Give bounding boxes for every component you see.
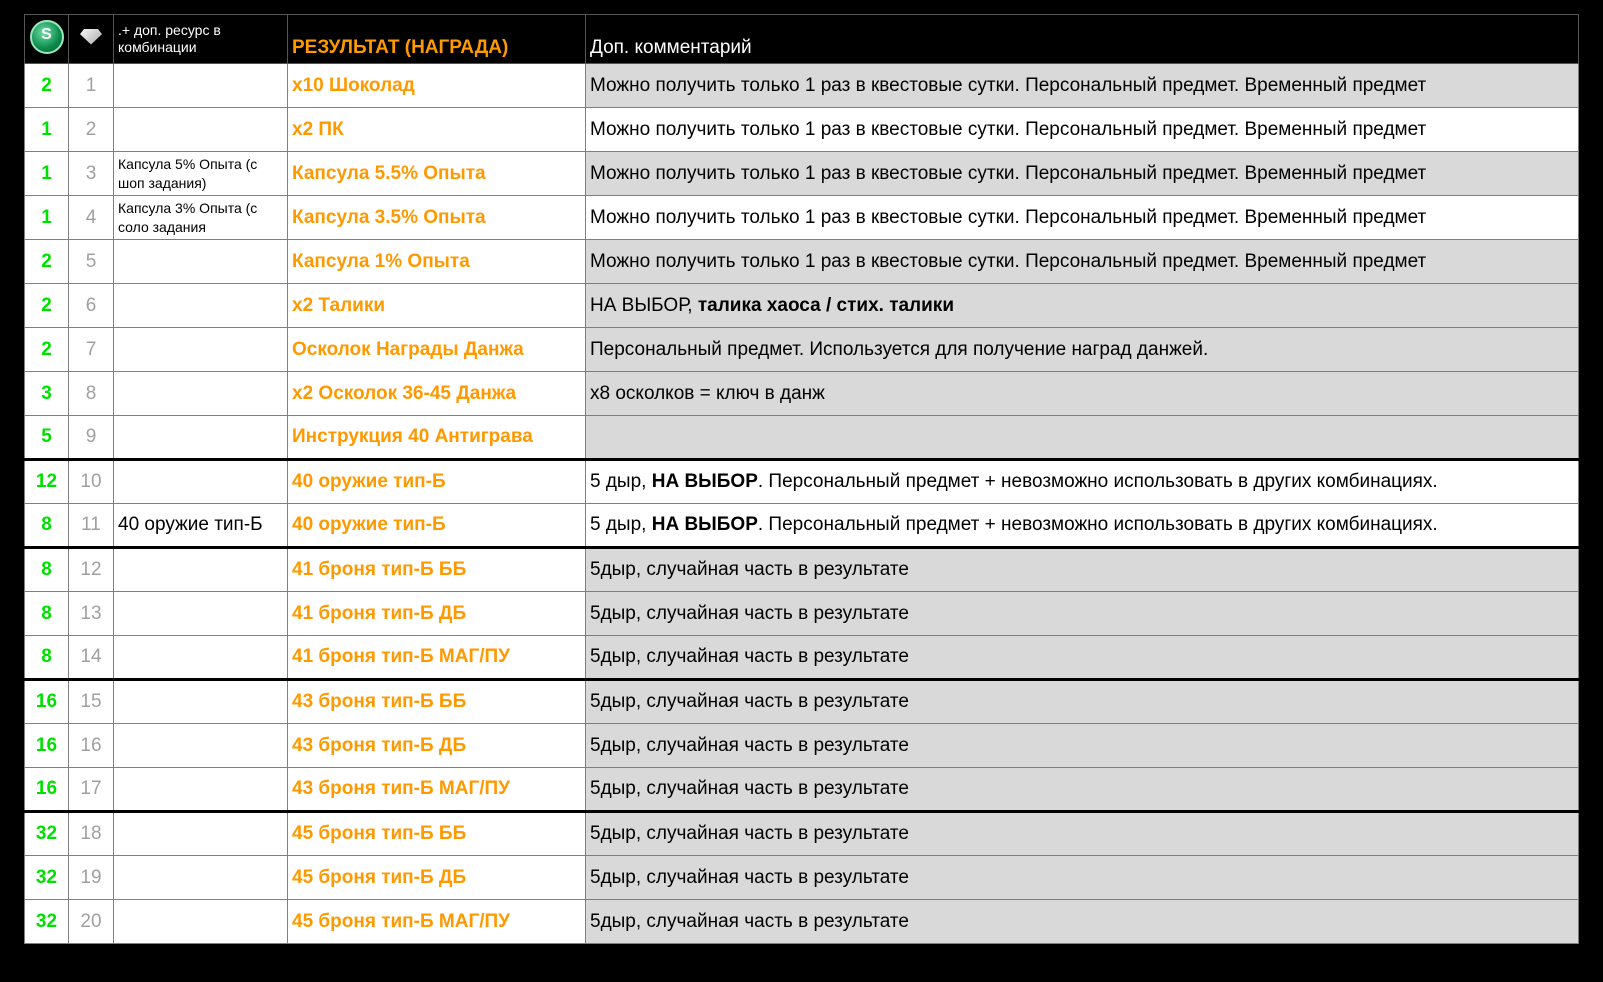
result-cell: 40 оружие тип-Б xyxy=(288,504,586,548)
result-cell: 43 броня тип-Б МАГ/ПУ xyxy=(288,768,586,812)
number-cell: 9 xyxy=(69,416,114,460)
result-cell: 41 броня тип-Б ББ xyxy=(288,548,586,592)
extra-resource-cell xyxy=(114,108,288,152)
count-cell: 32 xyxy=(25,856,69,900)
extra-resource-cell xyxy=(114,856,288,900)
table-row xyxy=(25,592,1579,636)
number-cell: 17 xyxy=(69,768,114,812)
result-cell: x2 ПК xyxy=(288,108,586,152)
extra-resource-cell xyxy=(114,284,288,328)
comment-cell: 5дыр, случайная часть в результате xyxy=(586,680,1579,724)
comment-cell: 5дыр, случайная часть в результате xyxy=(586,548,1579,592)
table-row xyxy=(25,372,1579,416)
count-cell: 16 xyxy=(25,680,69,724)
extra-resource-cell xyxy=(114,680,288,724)
table-row xyxy=(25,152,1579,196)
result-cell: x2 Осколок 36-45 Данжа xyxy=(288,372,586,416)
comment-text: 5 дыр, xyxy=(590,471,652,492)
comment-cell xyxy=(586,460,1579,504)
number-cell: 6 xyxy=(69,284,114,328)
result-cell: x10 Шоколад xyxy=(288,64,586,108)
number-cell: 1 xyxy=(69,64,114,108)
result-cell: x2 Талики xyxy=(288,284,586,328)
extra-resource-cell xyxy=(114,724,288,768)
count-cell: 32 xyxy=(25,812,69,856)
comment-cell: 5дыр, случайная часть в результате xyxy=(586,812,1579,856)
extra-resource-cell xyxy=(114,460,288,504)
number-cell: 7 xyxy=(69,328,114,372)
count-cell: 16 xyxy=(25,724,69,768)
coin-icon xyxy=(30,20,64,54)
table-row xyxy=(25,328,1579,372)
count-cell: 3 xyxy=(25,372,69,416)
comment-cell: 5дыр, случайная часть в результате xyxy=(586,724,1579,768)
comment-cell: Можно получить только 1 раз в квестовые сутки. Персональный предмет. Временный предмет xyxy=(586,152,1579,196)
extra-resource-cell xyxy=(114,900,288,944)
count-cell: 8 xyxy=(25,592,69,636)
number-cell: 12 xyxy=(69,548,114,592)
result-cell: Инструкция 40 Антиграва xyxy=(288,416,586,460)
table-row xyxy=(25,64,1579,108)
result-cell: 45 броня тип-Б ББ xyxy=(288,812,586,856)
extra-resource-cell xyxy=(114,64,288,108)
table-row xyxy=(25,284,1579,328)
result-cell: Капсула 5.5% Опыта xyxy=(288,152,586,196)
extra-resource-cell xyxy=(114,240,288,284)
extra-resource-cell xyxy=(114,636,288,680)
result-cell: Капсула 3.5% Опыта xyxy=(288,196,586,240)
count-cell: 2 xyxy=(25,328,69,372)
header-comment: Доп. комментарий xyxy=(586,15,1579,64)
result-cell: Капсула 1% Опыта xyxy=(288,240,586,284)
number-cell: 19 xyxy=(69,856,114,900)
count-cell: 1 xyxy=(25,108,69,152)
table-row xyxy=(25,900,1579,944)
extra-resource-cell: Капсула 3% Опыта (с соло задания xyxy=(114,196,288,240)
table-header xyxy=(25,15,1579,64)
number-cell: 3 xyxy=(69,152,114,196)
comment-text: 5 дыр, xyxy=(590,514,652,535)
extra-resource-cell xyxy=(114,768,288,812)
comment-cell: Можно получить только 1 раз в квестовые сутки. Персональный предмет. Временный предмет xyxy=(586,108,1579,152)
result-cell: 41 броня тип-Б ДБ xyxy=(288,592,586,636)
comment-bold-text: НА ВЫБОР xyxy=(651,514,758,535)
table-row xyxy=(25,460,1579,504)
number-cell: 4 xyxy=(69,196,114,240)
comment-cell xyxy=(586,284,1579,328)
count-cell: 1 xyxy=(25,152,69,196)
count-cell: 2 xyxy=(25,240,69,284)
extra-resource-cell xyxy=(114,372,288,416)
number-cell: 11 xyxy=(69,504,114,548)
number-cell: 10 xyxy=(69,460,114,504)
number-cell: 8 xyxy=(69,372,114,416)
extra-resource-cell: 40 оружие тип-Б xyxy=(114,504,288,548)
comment-cell: 5дыр, случайная часть в результате xyxy=(586,856,1579,900)
header-extra: .+ доп. ресурс в комбинации xyxy=(114,15,288,64)
comment-cell: 5дыр, случайная часть в результате xyxy=(586,768,1579,812)
count-cell: 8 xyxy=(25,548,69,592)
result-cell: 43 броня тип-Б ББ xyxy=(288,680,586,724)
count-cell: 2 xyxy=(25,64,69,108)
count-cell: 1 xyxy=(25,196,69,240)
comment-text: . Персональный предмет + невозможно использовать в других комбинациях. xyxy=(757,471,1438,492)
count-cell: 12 xyxy=(25,460,69,504)
number-cell: 2 xyxy=(69,108,114,152)
extra-resource-cell xyxy=(114,548,288,592)
comment-cell xyxy=(586,416,1579,460)
comment-cell: Персональный предмет. Используется для получение наград данжей. xyxy=(586,328,1579,372)
comment-text: НА ВЫБОР, xyxy=(590,294,698,316)
number-cell: 13 xyxy=(69,592,114,636)
comment-cell: Можно получить только 1 раз в квестовые сутки. Персональный предмет. Временный предмет xyxy=(586,240,1579,284)
count-cell: 32 xyxy=(25,900,69,944)
gem-icon xyxy=(80,29,102,45)
result-cell: 40 оружие тип-Б xyxy=(288,460,586,504)
number-cell: 15 xyxy=(69,680,114,724)
count-cell: 5 xyxy=(25,416,69,460)
result-cell: 45 броня тип-Б МАГ/ПУ xyxy=(288,900,586,944)
table-row xyxy=(25,856,1579,900)
number-cell: 20 xyxy=(69,900,114,944)
count-cell: 8 xyxy=(25,504,69,548)
header-num xyxy=(69,15,114,64)
extra-resource-cell xyxy=(114,812,288,856)
comment-cell: 5дыр, случайная часть в результате xyxy=(586,592,1579,636)
table-row xyxy=(25,416,1579,460)
result-cell: 41 броня тип-Б МАГ/ПУ xyxy=(288,636,586,680)
extra-resource-cell xyxy=(114,592,288,636)
table-row xyxy=(25,196,1579,240)
comment-text: . Персональный предмет + невозможно использовать в других комбинациях. xyxy=(757,514,1438,535)
comment-bold-text: НА ВЫБОР xyxy=(651,471,758,492)
result-cell: 43 броня тип-Б ДБ xyxy=(288,724,586,768)
table-row xyxy=(25,812,1579,856)
comment-cell: Можно получить только 1 раз в квестовые сутки. Персональный предмет. Временный предмет xyxy=(586,196,1579,240)
comment-cell xyxy=(586,504,1579,548)
header-result: РЕЗУЛЬТАТ (НАГРАДА) xyxy=(288,15,586,64)
extra-resource-cell xyxy=(114,328,288,372)
count-cell: 16 xyxy=(25,768,69,812)
table-row xyxy=(25,680,1579,724)
header-count xyxy=(25,15,69,64)
comment-cell: x8 осколков = ключ в данж xyxy=(586,372,1579,416)
number-cell: 16 xyxy=(69,724,114,768)
table-row xyxy=(25,636,1579,680)
table-row xyxy=(25,240,1579,284)
comment-bold-text: талика хаоса / стих. талики xyxy=(697,294,955,316)
extra-resource-cell: Капсула 5% Опыта (с шоп задания) xyxy=(114,152,288,196)
number-cell: 18 xyxy=(69,812,114,856)
table-row xyxy=(25,548,1579,592)
count-cell: 2 xyxy=(25,284,69,328)
table-row xyxy=(25,504,1579,548)
rewards-table xyxy=(24,14,1579,944)
extra-resource-cell xyxy=(114,416,288,460)
comment-cell: Можно получить только 1 раз в квестовые сутки. Персональный предмет. Временный предмет xyxy=(586,64,1579,108)
result-cell: 45 броня тип-Б ДБ xyxy=(288,856,586,900)
table-row xyxy=(25,108,1579,152)
table-row xyxy=(25,768,1579,812)
count-cell: 8 xyxy=(25,636,69,680)
result-cell: Осколок Награды Данжа xyxy=(288,328,586,372)
comment-cell: 5дыр, случайная часть в результате xyxy=(586,636,1579,680)
table-row xyxy=(25,724,1579,768)
number-cell: 5 xyxy=(69,240,114,284)
comment-cell: 5дыр, случайная часть в результате xyxy=(586,900,1579,944)
number-cell: 14 xyxy=(69,636,114,680)
